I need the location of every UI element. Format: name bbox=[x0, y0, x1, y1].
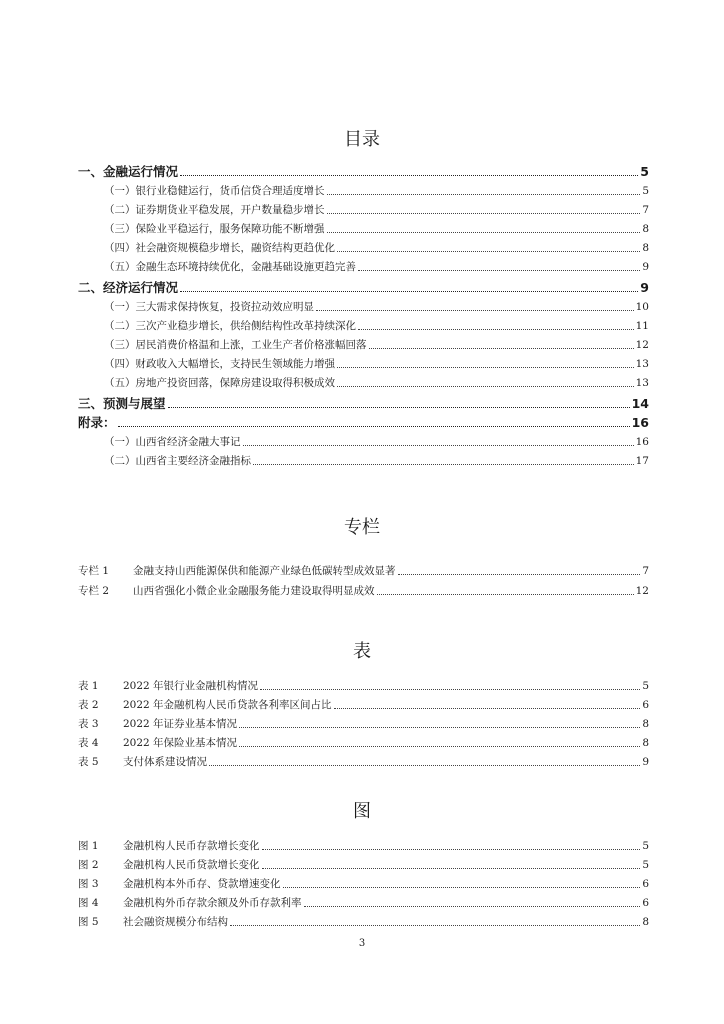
column-entry-label: 专栏 2 bbox=[78, 585, 110, 597]
table-entry-text: 2022 年金融机构人民币贷款各利率区间占比 bbox=[123, 699, 332, 711]
toc-title: 目录 bbox=[344, 129, 380, 150]
figure-entry[interactable] bbox=[78, 839, 649, 853]
toc-entry-page: 16 bbox=[635, 436, 649, 448]
toc-entry-page: 8 bbox=[642, 223, 649, 235]
figure-entry-page: 8 bbox=[642, 916, 649, 928]
toc-entry[interactable] bbox=[104, 454, 649, 468]
toc-entry-page: 13 bbox=[635, 358, 649, 370]
toc-entry-text: 一、金融运行情况 bbox=[78, 164, 179, 179]
figure-entry-text: 金融机构外币存款余额及外币存款利率 bbox=[123, 897, 302, 909]
toc-entry[interactable] bbox=[78, 163, 649, 179]
column-entry-page: 7 bbox=[642, 565, 649, 577]
figure-entry-page: 5 bbox=[642, 840, 649, 852]
dot-leader bbox=[304, 906, 641, 907]
toc-entry-page: 9 bbox=[640, 280, 649, 295]
table-entry-page: 8 bbox=[642, 737, 649, 749]
dot-leader bbox=[337, 386, 634, 387]
table-entry-page: 5 bbox=[642, 680, 649, 692]
toc-entry-text: （二）证券期货业平稳发展，开户数量稳步增长 bbox=[104, 204, 325, 216]
table-entry[interactable] bbox=[78, 679, 649, 693]
toc-entry-page: 8 bbox=[642, 242, 649, 254]
figure-entry[interactable] bbox=[78, 877, 649, 891]
toc-entry-page: 11 bbox=[635, 320, 649, 332]
page-number: 3 bbox=[358, 938, 366, 949]
table-entry[interactable] bbox=[78, 698, 649, 712]
figure-entry-text: 金融机构人民币存款增长变化 bbox=[123, 840, 260, 852]
dot-leader bbox=[239, 746, 640, 747]
column-entry-page: 12 bbox=[635, 585, 649, 597]
toc-entry-text: （一）三大需求保持恢复，投资拉动效应明显 bbox=[104, 301, 314, 313]
table-entry-text: 2022 年证券业基本情况 bbox=[123, 718, 238, 730]
figure-entry-text: 金融机构本外币存、贷款增速变化 bbox=[123, 878, 281, 890]
figure-entry-label: 图 1 bbox=[78, 840, 99, 852]
dot-leader bbox=[358, 329, 634, 330]
toc-entry-text: （五）房地产投资回落，保障房建设取得积极成效 bbox=[104, 377, 335, 389]
toc-entry[interactable] bbox=[104, 300, 649, 314]
column-entry[interactable] bbox=[78, 584, 649, 598]
column-entry[interactable] bbox=[78, 564, 649, 578]
figure-entry[interactable] bbox=[78, 858, 649, 872]
table-entry-label: 表 2 bbox=[78, 699, 99, 711]
toc-entry[interactable] bbox=[78, 279, 649, 295]
table-entry-text: 2022 年银行业金融机构情况 bbox=[123, 680, 259, 692]
dot-leader bbox=[327, 194, 641, 195]
column-entry-text: 山西省强化小微企业金融服务能力建设取得明显成效 bbox=[133, 585, 375, 597]
dot-leader bbox=[243, 445, 634, 446]
toc-entry-text: 三、预测与展望 bbox=[78, 396, 166, 411]
toc-entry-text: （一）山西省经济金融大事记 bbox=[104, 436, 241, 448]
toc-entry[interactable] bbox=[78, 395, 649, 411]
figure-entry-text: 社会融资规模分布结构 bbox=[123, 916, 228, 928]
column-entry-text: 金融支持山西能源保供和能源产业绿色低碳转型成效显著 bbox=[133, 565, 396, 577]
figure-entry[interactable] bbox=[78, 915, 649, 929]
toc-entry-page: 10 bbox=[635, 301, 649, 313]
toc-entry[interactable] bbox=[104, 357, 649, 371]
dot-leader bbox=[398, 574, 641, 575]
toc-entry-text: （三）居民消费价格温和上涨，工业生产者价格涨幅回落 bbox=[104, 339, 367, 351]
table-entry[interactable] bbox=[78, 736, 649, 750]
dot-leader bbox=[327, 213, 641, 214]
toc-entry-text: （五）金融生态环境持续优化，金融基础设施更趋完善 bbox=[104, 261, 356, 273]
dot-leader bbox=[180, 175, 638, 176]
toc-entry-page: 9 bbox=[642, 261, 649, 273]
toc-entry-page: 5 bbox=[640, 164, 649, 179]
toc-entry-text: （四）社会融资规模稳步增长，融资结构更趋优化 bbox=[104, 242, 335, 254]
figure-entry-page: 5 bbox=[642, 859, 649, 871]
toc-entry[interactable] bbox=[104, 260, 649, 274]
toc-entry-page: 12 bbox=[635, 339, 649, 351]
figure-entry-text: 金融机构人民币贷款增长变化 bbox=[123, 859, 260, 871]
dot-leader bbox=[260, 689, 640, 690]
columns-title: 专栏 bbox=[344, 517, 380, 538]
tables-title: 表 bbox=[353, 641, 371, 662]
toc-entry[interactable] bbox=[78, 414, 649, 430]
figure-entry-page: 6 bbox=[642, 878, 649, 890]
dot-leader bbox=[334, 708, 641, 709]
table-entry-page: 9 bbox=[642, 756, 649, 768]
toc-entry-text: （二）山西省主要经济金融指标 bbox=[104, 455, 251, 467]
toc-entry-text: （一）银行业稳健运行，货币信贷合理适度增长 bbox=[104, 185, 325, 197]
toc-entry[interactable] bbox=[104, 241, 649, 255]
figure-entry-label: 图 5 bbox=[78, 916, 99, 928]
table-entry-label: 表 5 bbox=[78, 756, 99, 768]
dot-leader bbox=[337, 251, 640, 252]
figure-entry-page: 6 bbox=[642, 897, 649, 909]
toc-entry-text: （三）保险业平稳运行，服务保障功能不断增强 bbox=[104, 223, 325, 235]
figure-entry-label: 图 3 bbox=[78, 878, 99, 890]
dot-leader bbox=[262, 868, 641, 869]
dot-leader bbox=[316, 310, 634, 311]
toc-entry-page: 17 bbox=[635, 455, 649, 467]
table-entry-label: 表 3 bbox=[78, 718, 99, 730]
dot-leader bbox=[118, 426, 630, 427]
toc-entry-text: （四）财政收入大幅增长，支持民生领域能力增强 bbox=[104, 358, 335, 370]
table-entry-text: 2022 年保险业基本情况 bbox=[123, 737, 238, 749]
dot-leader bbox=[209, 765, 640, 766]
table-entry-page: 6 bbox=[642, 699, 649, 711]
dot-leader bbox=[358, 270, 640, 271]
table-entry[interactable] bbox=[78, 717, 649, 731]
table-entry-label: 表 4 bbox=[78, 737, 99, 749]
dot-leader bbox=[369, 348, 634, 349]
toc-entry[interactable] bbox=[104, 435, 649, 449]
toc-entry[interactable] bbox=[104, 376, 649, 390]
toc-entry[interactable] bbox=[104, 222, 649, 236]
dot-leader bbox=[230, 925, 640, 926]
toc-entry[interactable] bbox=[104, 338, 649, 352]
dot-leader bbox=[180, 291, 638, 292]
column-entry-label: 专栏 1 bbox=[78, 565, 110, 577]
dot-leader bbox=[262, 849, 641, 850]
dot-leader bbox=[168, 407, 630, 408]
toc-entry-page: 14 bbox=[631, 396, 649, 411]
figures-title: 图 bbox=[353, 801, 371, 822]
figure-entry-label: 图 2 bbox=[78, 859, 99, 871]
figure-entry-label: 图 4 bbox=[78, 897, 99, 909]
dot-leader bbox=[239, 727, 640, 728]
toc-entry[interactable] bbox=[104, 319, 649, 333]
dot-leader bbox=[283, 887, 641, 888]
dot-leader bbox=[253, 464, 634, 465]
toc-entry-text: 二、经济运行情况 bbox=[78, 280, 179, 295]
toc-entry-page: 7 bbox=[642, 204, 649, 216]
table-entry-text: 支付体系建设情况 bbox=[123, 756, 207, 768]
toc-entry-text: 附录： bbox=[78, 415, 116, 430]
table-entry-label: 表 1 bbox=[78, 680, 99, 692]
figure-entry[interactable] bbox=[78, 896, 649, 910]
toc-entry-page: 16 bbox=[631, 415, 649, 430]
toc-entry[interactable] bbox=[104, 203, 649, 217]
dot-leader bbox=[337, 367, 634, 368]
toc-entry[interactable] bbox=[104, 184, 649, 198]
dot-leader bbox=[377, 594, 634, 595]
toc-entry-page: 13 bbox=[635, 377, 649, 389]
toc-entry-text: （二）三次产业稳步增长，供给侧结构性改革持续深化 bbox=[104, 320, 356, 332]
table-entry-page: 8 bbox=[642, 718, 649, 730]
table-entry[interactable] bbox=[78, 755, 649, 769]
toc-entry-page: 5 bbox=[642, 185, 649, 197]
dot-leader bbox=[327, 232, 641, 233]
